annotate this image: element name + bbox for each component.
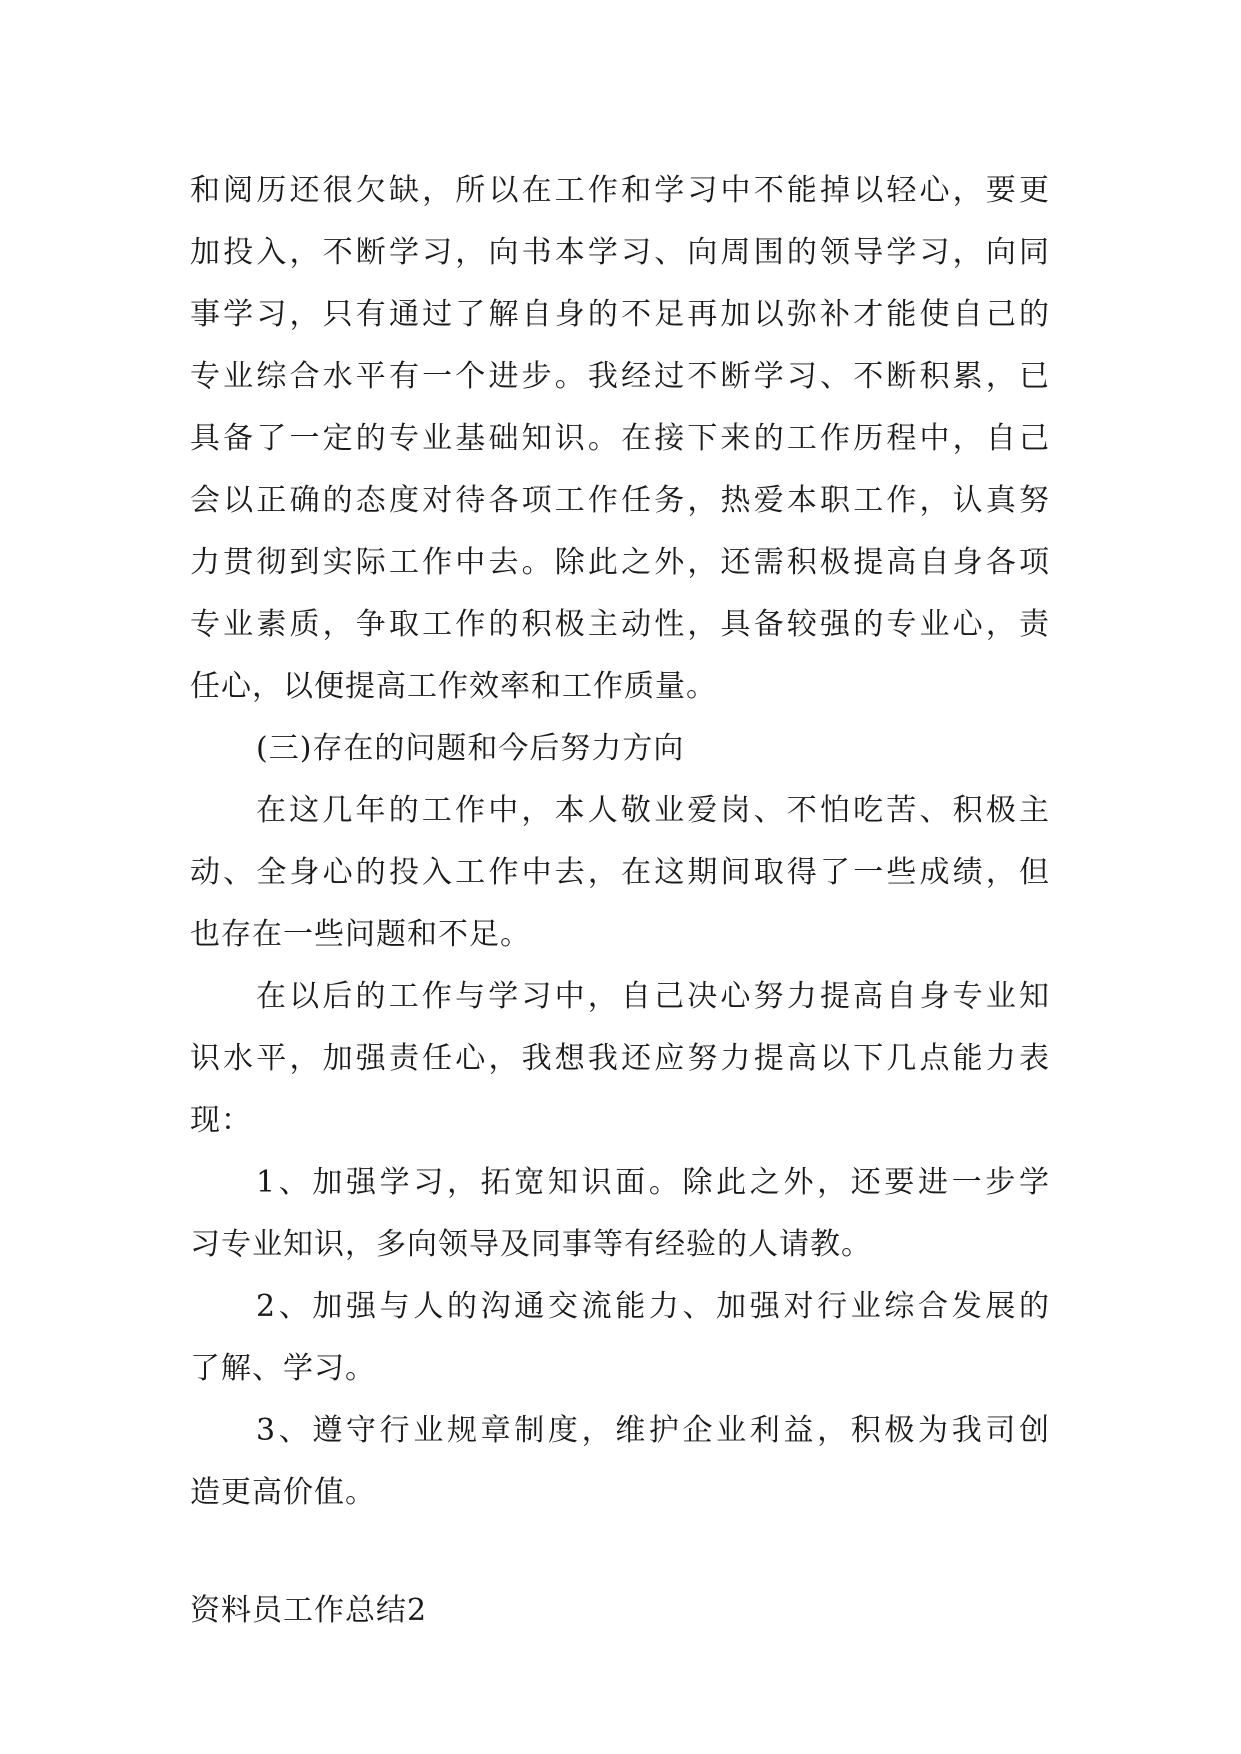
text-line: 事学习，只有通过了解自身的不足再加以弥补才能使自己的 — [190, 297, 1050, 332]
text-line: 任心，以便提高工作效率和工作质量。 — [190, 669, 717, 704]
text-line: 1、加强学习，拓宽知识面。除此之外，还要进一步学 — [256, 1165, 1050, 1200]
text-line: 现： — [190, 1103, 252, 1138]
paragraph — [190, 160, 1050, 718]
paragraph — [190, 966, 1050, 1152]
text-line: 和阅历还很欠缺，所以在工作和学习中不能掉以轻心，要更 — [190, 173, 1050, 208]
text-line: 动、全身心的投入工作中去，在这期间取得了一些成绩，但 — [190, 855, 1050, 890]
section-heading: (三)存在的问题和今后努力方向 — [256, 731, 685, 766]
list-item — [190, 1152, 1050, 1276]
text-line: 也存在一些问题和不足。 — [190, 917, 531, 952]
text-line: 2、加强与人的沟通交流能力、加强对行业综合发展的 — [256, 1289, 1050, 1324]
next-section-title: 资料员工作总结2 — [190, 1593, 428, 1628]
text-line: 3、遵守行业规章制度，维护企业利益，积极为我司创 — [256, 1413, 1050, 1448]
text-line: 识水平，加强责任心，我想我还应努力提高以下几点能力表 — [190, 1041, 1050, 1076]
list-item — [190, 1276, 1050, 1400]
text-line: 习专业知识，多向领导及同事等有经验的人请教。 — [190, 1227, 872, 1262]
text-line: 会以正确的态度对待各项工作任务，热爱本职工作，认真努 — [190, 483, 1050, 518]
document-body — [190, 160, 1050, 1642]
text-line: 在这几年的工作中，本人敬业爱岗、不怕吃苦、积极主 — [256, 793, 1050, 828]
text-line: 在以后的工作与学习中，自己决心努力提高自身专业知 — [256, 979, 1050, 1014]
text-line: 了解、学习。 — [190, 1351, 376, 1386]
text-line: 专业综合水平有一个进步。我经过不断学习、不断积累，已 — [190, 359, 1050, 394]
text-line: 加投入，不断学习，向书本学习、向周围的领导学习，向同 — [190, 235, 1050, 270]
spacer — [190, 1524, 1050, 1580]
text-line: 具备了一定的专业基础知识。在接下来的工作历程中，自己 — [190, 421, 1050, 456]
text-line: 造更高价值。 — [190, 1475, 376, 1510]
paragraph — [190, 780, 1050, 966]
text-line: 专业素质，争取工作的积极主动性，具备较强的专业心，责 — [190, 607, 1050, 642]
text-line: 力贯彻到实际工作中去。除此之外，还需积极提高自身各项 — [190, 545, 1050, 580]
list-item — [190, 1400, 1050, 1524]
